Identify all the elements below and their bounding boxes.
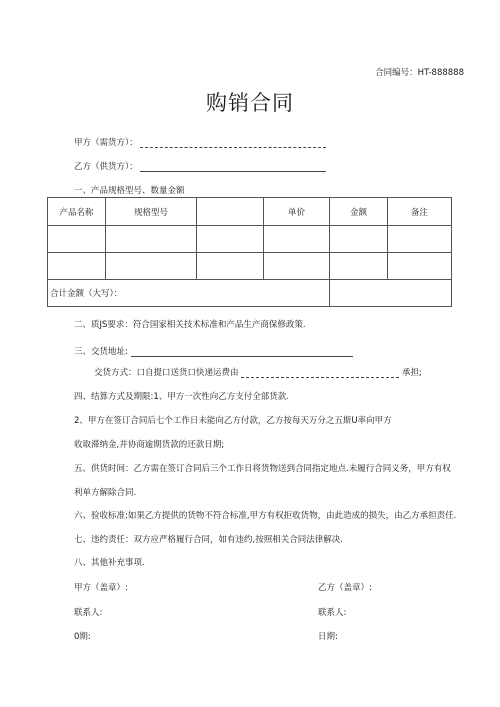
inspection-clause: 六、验收标准:如果乙方提供的货物不符合标准,甲方有权拒收货物，由此造成的损失，由乙方承担责任. xyxy=(74,511,457,521)
table-cell[interactable] xyxy=(388,226,452,253)
col-product-name: 产品名称 xyxy=(48,198,106,226)
total-amount-label: 合计金额（大写）： xyxy=(48,280,330,307)
table-cell[interactable] xyxy=(48,226,106,253)
contact-b: 联系人: xyxy=(318,608,347,618)
table-cell[interactable] xyxy=(330,253,388,280)
supply-clause-line1: 五、供货时间：乙方需在签订合同后三个工作日将货物送到合同指定地点.未履行合同义务，甲方有权 xyxy=(74,464,451,474)
total-amount-cell[interactable] xyxy=(330,280,452,307)
party-a-line xyxy=(74,136,326,148)
delivery-method-line xyxy=(94,366,422,378)
party-a-blank[interactable] xyxy=(140,139,326,148)
delivery-address-line xyxy=(74,345,353,357)
party-b-seal: 乙方（盖章）: xyxy=(318,583,372,593)
date-b: 日期: xyxy=(318,632,338,642)
supply-clause-line2: 利单方解除合同. xyxy=(74,488,137,498)
table-cell[interactable] xyxy=(330,226,388,253)
col-unit-price: 单价 xyxy=(264,198,330,226)
section1-heading: 一、产品规格型号、数量金额 xyxy=(74,186,185,196)
table-cell[interactable] xyxy=(197,253,264,280)
table-row xyxy=(48,253,452,280)
party-a-seal: 甲方（盖章）: xyxy=(74,583,128,593)
quality-clause: 二、质JS要求：符合国家相关技术标准和产品生产商保修政策. xyxy=(74,320,306,330)
table-total-row xyxy=(48,280,452,307)
date-a: 0期: xyxy=(74,632,91,642)
items-table xyxy=(47,197,452,307)
party-b-blank[interactable] xyxy=(140,163,326,172)
party-b-line xyxy=(74,160,326,172)
delivery-method-text: 交货方式：口自提口送货口快递运费由 xyxy=(94,368,239,378)
col-spec-model: 规格型号 xyxy=(106,198,197,226)
table-cell[interactable] xyxy=(197,226,264,253)
table-row xyxy=(48,226,452,253)
delivery-address-label: 三、交货地址: xyxy=(74,347,128,357)
table-cell[interactable] xyxy=(106,253,197,280)
document-title: 购销合同 xyxy=(206,91,294,115)
freight-payer-blank[interactable] xyxy=(241,369,399,378)
col-remarks: 备注 xyxy=(388,198,452,226)
payment-clause-line2: 收取滞纳金,并协商逾期货款的还款日期; xyxy=(74,440,225,450)
col-amount: 金额 xyxy=(330,198,388,226)
table-cell[interactable] xyxy=(48,253,106,280)
payment-clause-line1: 2、甲方在签订合同后七个工作日未能向乙方付款，乙方按每天万分之五斯U率向甲方 xyxy=(74,416,392,426)
table-cell[interactable] xyxy=(264,226,330,253)
delivery-method-suffix: 承担; xyxy=(401,368,422,378)
col-blank xyxy=(197,198,264,226)
contract-number: 合同编号：HT-888888 xyxy=(375,68,464,78)
supplement-clause: 八、其他补充事项. xyxy=(74,558,145,568)
settlement-clause: 四、结算方式及期限:1、甲方一次性向乙方支付全部货款. xyxy=(74,392,289,402)
party-a-label: 甲方（需货方）： xyxy=(74,138,138,148)
table-header-row xyxy=(48,198,452,226)
table-cell[interactable] xyxy=(388,253,452,280)
party-b-label: 乙方（供货方）： xyxy=(74,162,138,172)
delivery-address-blank[interactable] xyxy=(131,348,353,357)
table-cell[interactable] xyxy=(264,253,330,280)
table-cell[interactable] xyxy=(106,226,197,253)
breach-clause: 七、违约责任：双方应严格履行合同，如有违约,按照相关合同法律解决. xyxy=(74,535,343,545)
contact-a: 联系人: xyxy=(74,608,103,618)
